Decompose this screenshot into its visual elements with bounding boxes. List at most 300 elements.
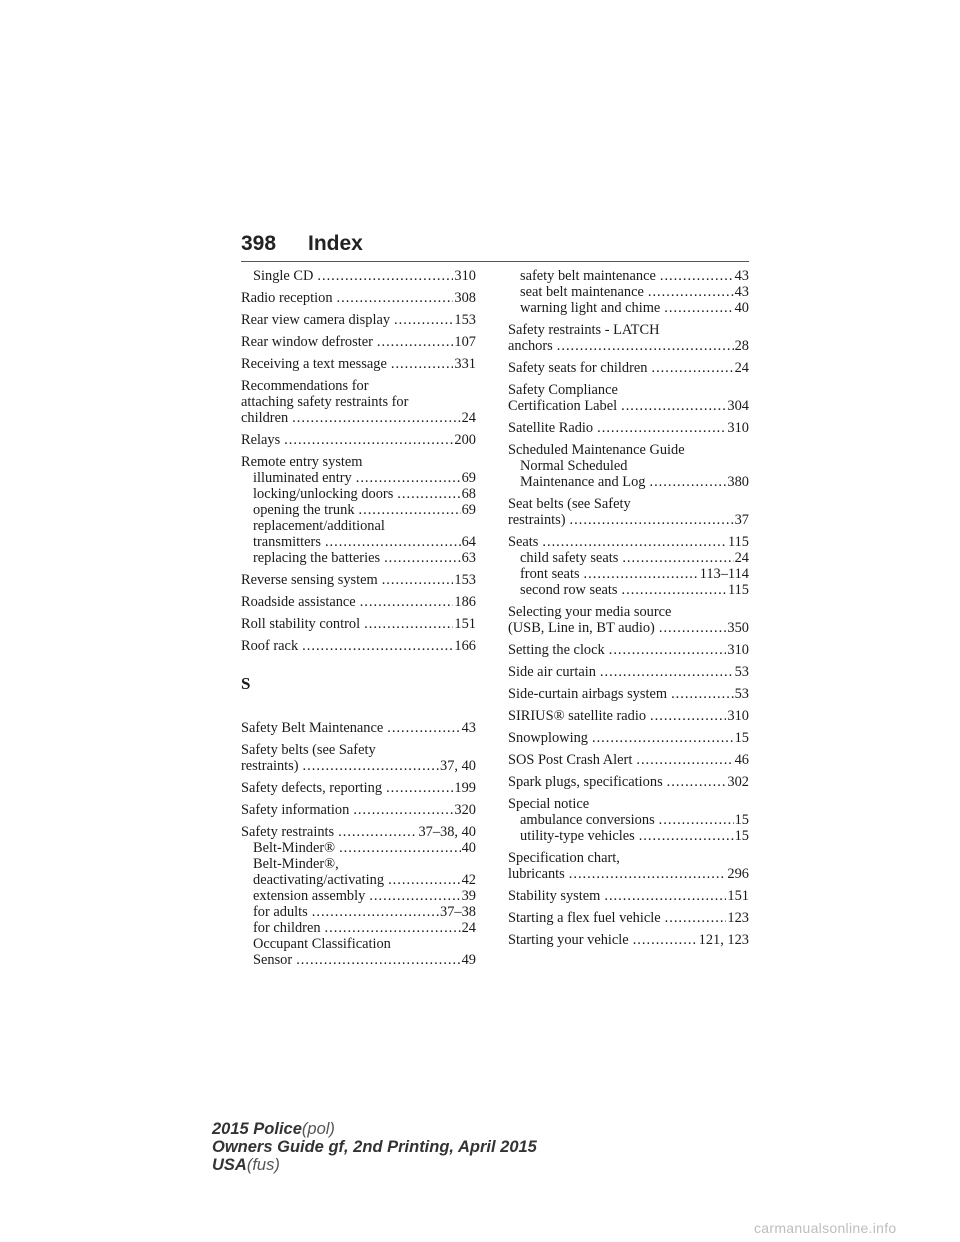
- dot-leader: [303, 758, 439, 774]
- index-page-ref: 320: [454, 802, 476, 818]
- index-page-ref: 296: [727, 866, 749, 882]
- index-entry-line: [241, 378, 476, 394]
- index-term: replacement/additional: [253, 518, 385, 534]
- footer-market: USA: [212, 1156, 247, 1174]
- dot-leader: [388, 872, 461, 888]
- index-term: child safety seats: [520, 550, 619, 566]
- index-term: Starting a flex fuel vehicle: [508, 910, 661, 926]
- dot-leader: [622, 550, 733, 566]
- index-term: Belt-Minder®: [253, 840, 336, 856]
- index-letter-heading: S: [241, 674, 251, 693]
- index-page-ref: 69: [461, 470, 476, 486]
- index-entry: [241, 432, 476, 448]
- index-entry: [508, 730, 749, 746]
- index-subentry-line: [241, 470, 476, 486]
- index-entry-line: [508, 420, 749, 436]
- index-term: Single CD: [253, 268, 314, 284]
- index-term: Reverse sensing system: [241, 572, 378, 588]
- index-subentry-line: [241, 872, 476, 888]
- dot-leader: [650, 708, 726, 724]
- index-term: Safety restraints: [241, 824, 335, 840]
- index-term: restraints): [241, 758, 299, 774]
- dot-leader: [360, 594, 454, 610]
- dot-leader: [660, 268, 734, 284]
- dot-leader: [584, 566, 699, 582]
- index-entry-line: [508, 360, 749, 376]
- index-term: for children: [253, 920, 321, 936]
- index-entry: [508, 664, 749, 680]
- index-subentry-line: [241, 550, 476, 566]
- index-term: illuminated entry: [253, 470, 352, 486]
- index-page-ref: 151: [454, 616, 476, 632]
- index-entry: [241, 742, 476, 774]
- index-page-ref: 310: [727, 642, 749, 658]
- index-term: Setting the clock: [508, 642, 605, 658]
- index-entry-line: [241, 594, 476, 610]
- dot-leader: [356, 470, 461, 486]
- dot-leader: [382, 572, 454, 588]
- index-term: Side-curtain airbags system: [508, 686, 668, 702]
- index-entry-line: [508, 910, 749, 926]
- index-entry-line: [241, 312, 476, 328]
- index-subentry-line: [508, 474, 749, 490]
- index-entry-line: [241, 334, 476, 350]
- index-page-ref: 115: [727, 534, 749, 550]
- index-entry: [241, 720, 476, 736]
- dot-leader: [364, 616, 453, 632]
- index-page-ref: 64: [461, 534, 476, 550]
- index-entry: [508, 268, 749, 316]
- index-page-ref: 166: [454, 638, 476, 654]
- footer-line-3: [212, 1156, 537, 1174]
- index-term: Side air curtain: [508, 664, 596, 680]
- index-entry: [508, 642, 749, 658]
- dot-leader: [648, 284, 734, 300]
- index-term: Safety information: [241, 802, 350, 818]
- index-entry-line: [241, 802, 476, 818]
- index-entry-line: [241, 758, 476, 774]
- index-term: safety belt maintenance: [520, 268, 656, 284]
- page-header: [241, 228, 749, 262]
- index-term: Radio reception: [241, 290, 333, 306]
- index-page-ref: 115: [727, 582, 749, 598]
- index-term: Roadside assistance: [241, 594, 356, 610]
- index-entry-line: [241, 572, 476, 588]
- index-entry-line: [508, 338, 749, 354]
- index-page-ref: 186: [454, 594, 476, 610]
- dot-leader: [312, 904, 439, 920]
- index-entry: [508, 534, 749, 598]
- dot-leader: [667, 774, 727, 790]
- index-term: Rear view camera display: [241, 312, 391, 328]
- index-page-ref: 37–38, 40: [418, 824, 476, 840]
- index-term: Remote entry system: [241, 454, 363, 470]
- index-term: Safety Belt Maintenance: [241, 720, 384, 736]
- index-term: Receiving a text message: [241, 356, 387, 372]
- index-page-ref: 24: [461, 410, 476, 426]
- dot-leader: [569, 866, 727, 882]
- index-term: Recommendations for: [241, 378, 369, 394]
- index-entry: [508, 382, 749, 414]
- dot-leader: [391, 356, 454, 372]
- index-term: Sensor: [253, 952, 293, 968]
- dot-leader: [639, 828, 734, 844]
- index-entry: [508, 888, 749, 904]
- index-entry: [508, 774, 749, 790]
- index-entry: [508, 360, 749, 376]
- index-page-ref: 310: [727, 708, 749, 724]
- index-entry-line: [241, 394, 476, 410]
- index-subentry-line: [241, 518, 476, 534]
- index-term: Safety belts (see Safety: [241, 742, 376, 758]
- index-term: ambulance conversions: [520, 812, 655, 828]
- dot-leader: [325, 534, 461, 550]
- dot-leader: [633, 932, 698, 948]
- dot-leader: [338, 824, 417, 840]
- index-term: for adults: [253, 904, 308, 920]
- dot-leader: [636, 752, 733, 768]
- index-entry: [508, 496, 749, 528]
- index-entry-line: [508, 888, 749, 904]
- index-column-left: [241, 268, 476, 974]
- index-entry-line: [508, 382, 749, 398]
- index-term: SIRIUS® satellite radio: [508, 708, 647, 724]
- index-subentry-line: [241, 904, 476, 920]
- index-page-ref: 43: [461, 720, 476, 736]
- index-entry: [241, 824, 476, 968]
- index-entry-line: [508, 664, 749, 680]
- index-entry-line: [508, 534, 749, 550]
- index-entry-line: [241, 780, 476, 796]
- index-term: seat belt maintenance: [520, 284, 644, 300]
- document-footer: [212, 1120, 537, 1174]
- index-entry-line: [241, 616, 476, 632]
- dot-leader: [337, 290, 454, 306]
- index-term: Safety seats for children: [508, 360, 648, 376]
- index-term: deactivating/activating: [253, 872, 385, 888]
- index-entry-line: [508, 866, 749, 882]
- index-term: anchors: [508, 338, 553, 354]
- index-subentry-line: [241, 856, 476, 872]
- dot-leader: [353, 802, 453, 818]
- dot-leader: [592, 730, 734, 746]
- index-entry: [241, 378, 476, 426]
- dot-leader: [622, 582, 727, 598]
- index-entry: [241, 290, 476, 306]
- index-entry: [241, 616, 476, 632]
- index-page-ref: 40: [461, 840, 476, 856]
- dot-leader: [542, 534, 727, 550]
- dot-leader: [302, 638, 453, 654]
- index-entry-line: [241, 824, 476, 840]
- dot-leader: [659, 620, 727, 636]
- index-page-ref: 200: [454, 432, 476, 448]
- index-entry-line: [508, 642, 749, 658]
- index-page-ref: 63: [461, 550, 476, 566]
- index-term: lubricants: [508, 866, 565, 882]
- dot-leader: [377, 334, 454, 350]
- index-entry-line: [508, 398, 749, 414]
- index-term: Special notice: [508, 796, 590, 812]
- index-entry: [508, 850, 749, 882]
- page-number: 398: [241, 232, 277, 255]
- index-page-ref: 151: [727, 888, 749, 904]
- index-page-ref: 28: [734, 338, 749, 354]
- index-subentry-line: [241, 268, 476, 284]
- index-entry-line: [241, 454, 476, 470]
- index-term: Belt-Minder®,: [253, 856, 339, 872]
- index-page-ref: 304: [727, 398, 749, 414]
- dot-leader: [296, 952, 460, 968]
- index-page-ref: 24: [461, 920, 476, 936]
- index-entry: [241, 268, 476, 284]
- index-page-ref: 350: [727, 620, 749, 636]
- index-term: Snowplowing: [508, 730, 588, 746]
- dot-leader: [394, 312, 453, 328]
- index-page-ref: 123: [727, 910, 749, 926]
- index-entry: [241, 312, 476, 328]
- index-page-ref: 53: [734, 664, 749, 680]
- index-entry: [508, 686, 749, 702]
- index-entry-line: [508, 708, 749, 724]
- index-term: Relays: [241, 432, 281, 448]
- index-entry-line: [508, 496, 749, 512]
- index-entry-line: [508, 620, 749, 636]
- index-page-ref: 40: [734, 300, 749, 316]
- index-entry-line: [508, 604, 749, 620]
- index-entry: [241, 638, 476, 654]
- index-page-ref: 39: [461, 888, 476, 904]
- index-term: Roof rack: [241, 638, 299, 654]
- index-entry: [241, 802, 476, 818]
- index-entry-line: [508, 442, 749, 458]
- index-subentry-line: [241, 920, 476, 936]
- index-page-ref: 153: [454, 572, 476, 588]
- index-term: Maintenance and Log: [520, 474, 646, 490]
- index-term: Specification chart,: [508, 850, 620, 866]
- index-page-ref: 24: [734, 550, 749, 566]
- index-page-ref: 308: [454, 290, 476, 306]
- dot-leader: [570, 512, 734, 528]
- index-entry: [508, 420, 749, 436]
- dot-leader: [557, 338, 734, 354]
- dot-leader: [621, 398, 726, 414]
- index-term: Safety Compliance: [508, 382, 618, 398]
- index-term: SOS Post Crash Alert: [508, 752, 633, 768]
- index-term: locking/unlocking doors: [253, 486, 394, 502]
- dot-leader: [384, 550, 461, 566]
- index-entry: [508, 604, 749, 636]
- footer-line-1: [212, 1120, 537, 1138]
- index-page-ref: 46: [734, 752, 749, 768]
- index-term: utility-type vehicles: [520, 828, 635, 844]
- index-subentry-line: [508, 566, 749, 582]
- index-page-ref: 43: [734, 284, 749, 300]
- index-term: Stability system: [508, 888, 601, 904]
- index-entry-line: [241, 638, 476, 654]
- index-entry: [508, 796, 749, 844]
- index-entry-line: [508, 512, 749, 528]
- index-term: warning light and chime: [520, 300, 661, 316]
- index-page-ref: 15: [734, 828, 749, 844]
- index-entry: [508, 322, 749, 354]
- header-rule: [241, 261, 749, 262]
- index-entry: [241, 572, 476, 588]
- index-term: extension assembly: [253, 888, 366, 904]
- index-term: attaching safety restraints for: [241, 394, 409, 410]
- index-term: Selecting your media source: [508, 604, 672, 620]
- dot-leader: [387, 720, 460, 736]
- index-column-right: [508, 268, 749, 954]
- index-entry: [508, 442, 749, 490]
- index-term: front seats: [520, 566, 580, 582]
- index-entry: [508, 752, 749, 768]
- index-subentry-line: [241, 936, 476, 952]
- dot-leader: [671, 686, 734, 702]
- index-page-ref: 15: [734, 730, 749, 746]
- index-term: Occupant Classification: [253, 936, 391, 952]
- index-subentry-line: [508, 812, 749, 828]
- index-entry: [508, 932, 749, 948]
- dot-leader: [604, 888, 726, 904]
- index-subentry-line: [241, 502, 476, 518]
- dot-leader: [325, 920, 461, 936]
- index-term: Roll stability control: [241, 616, 361, 632]
- index-entry: [241, 454, 476, 566]
- index-term: Seat belts (see Safety: [508, 496, 631, 512]
- index-page-ref: 43: [734, 268, 749, 284]
- dot-leader: [597, 420, 726, 436]
- index-entry-line: [241, 290, 476, 306]
- index-entry-line: [508, 752, 749, 768]
- footer-model-code: (pol): [301, 1120, 335, 1138]
- dot-leader: [659, 812, 734, 828]
- index-entry-line: [508, 796, 749, 812]
- dot-leader: [649, 474, 726, 490]
- index-entry: [508, 708, 749, 724]
- index-term: Spark plugs, specifications: [508, 774, 663, 790]
- index-subentry-line: [241, 888, 476, 904]
- dot-leader: [665, 910, 727, 926]
- index-page-ref: 37–38: [440, 904, 476, 920]
- index-page-ref: 42: [461, 872, 476, 888]
- footer-market-code: (fus): [246, 1156, 280, 1174]
- index-entry-line: [241, 410, 476, 426]
- footer-model: 2015 Police: [212, 1120, 302, 1138]
- index-page-ref: 68: [461, 486, 476, 502]
- index-subentry-line: [241, 486, 476, 502]
- index-entry: [508, 910, 749, 926]
- index-term: Normal Scheduled: [520, 458, 628, 474]
- index-term: Seats: [508, 534, 539, 550]
- index-subentry-line: [508, 284, 749, 300]
- index-term: replacing the batteries: [253, 550, 381, 566]
- dot-leader: [359, 502, 461, 518]
- index-term: second row seats: [520, 582, 618, 598]
- index-entry: [241, 594, 476, 610]
- index-subentry-line: [508, 458, 749, 474]
- index-page-ref: 107: [454, 334, 476, 350]
- index-page-ref: 37: [734, 512, 749, 528]
- index-page-ref: 153: [454, 312, 476, 328]
- index-term: children: [241, 410, 289, 426]
- index-subentry-line: [508, 300, 749, 316]
- index-term: (USB, Line in, BT audio): [508, 620, 655, 636]
- index-entry-line: [241, 432, 476, 448]
- index-entry: [241, 780, 476, 796]
- index-subentry-line: [508, 828, 749, 844]
- index-entry-line: [241, 356, 476, 372]
- index-subentry-line: [241, 952, 476, 968]
- index-entry-line: [508, 686, 749, 702]
- dot-leader: [317, 268, 453, 284]
- index-term: Certification Label: [508, 398, 618, 414]
- index-page-ref: 113–114: [699, 566, 749, 582]
- index-subentry-line: [508, 268, 749, 284]
- index-subentry-line: [508, 550, 749, 566]
- dot-leader: [369, 888, 460, 904]
- footer-line-2: Owners Guide gf, 2nd Printing, April 2015: [212, 1138, 537, 1156]
- index-entry-line: [508, 730, 749, 746]
- index-entry-line: [508, 774, 749, 790]
- index-page-ref: 53: [734, 686, 749, 702]
- index-entry-line: [241, 742, 476, 758]
- watermark: carmanualsonline.info: [754, 1220, 897, 1236]
- dot-leader: [397, 486, 460, 502]
- index-entry-line: [241, 720, 476, 736]
- index-page-ref: 380: [727, 474, 749, 490]
- index-page-ref: 121, 123: [698, 932, 749, 948]
- dot-leader: [339, 840, 461, 856]
- dot-leader: [386, 780, 453, 796]
- index-term: restraints): [508, 512, 566, 528]
- index-subentry-line: [508, 582, 749, 598]
- index-page-ref: 37, 40: [440, 758, 476, 774]
- index-entry-line: [508, 932, 749, 948]
- dot-leader: [600, 664, 734, 680]
- index-term: Rear window defroster: [241, 334, 373, 350]
- index-page-ref: 15: [734, 812, 749, 828]
- index-entry: [241, 334, 476, 350]
- index-entry: [241, 356, 476, 372]
- index-page-ref: 310: [454, 268, 476, 284]
- dot-leader: [651, 360, 733, 376]
- index-term: Safety defects, reporting: [241, 780, 383, 796]
- index-term: Scheduled Maintenance Guide: [508, 442, 685, 458]
- dot-leader: [292, 410, 460, 426]
- index-page-ref: 199: [454, 780, 476, 796]
- index-page-ref: 331: [454, 356, 476, 372]
- index-page-ref: 69: [461, 502, 476, 518]
- index-term: Starting your vehicle: [508, 932, 629, 948]
- index-page-ref: 310: [727, 420, 749, 436]
- index-term: Safety restraints - LATCH: [508, 322, 660, 338]
- index-subentry-line: [241, 840, 476, 856]
- index-page-ref: 49: [461, 952, 476, 968]
- index-page-ref: 24: [734, 360, 749, 376]
- dot-leader: [284, 432, 453, 448]
- dot-leader: [609, 642, 727, 658]
- dot-leader: [664, 300, 733, 316]
- index-entry-line: [508, 850, 749, 866]
- index-term: Satellite Radio: [508, 420, 594, 436]
- index-subentry-line: [241, 534, 476, 550]
- section-title: Index: [308, 232, 363, 255]
- index-page-ref: 302: [727, 774, 749, 790]
- index-term: transmitters: [253, 534, 321, 550]
- index-term: opening the trunk: [253, 502, 355, 518]
- index-entry-line: [508, 322, 749, 338]
